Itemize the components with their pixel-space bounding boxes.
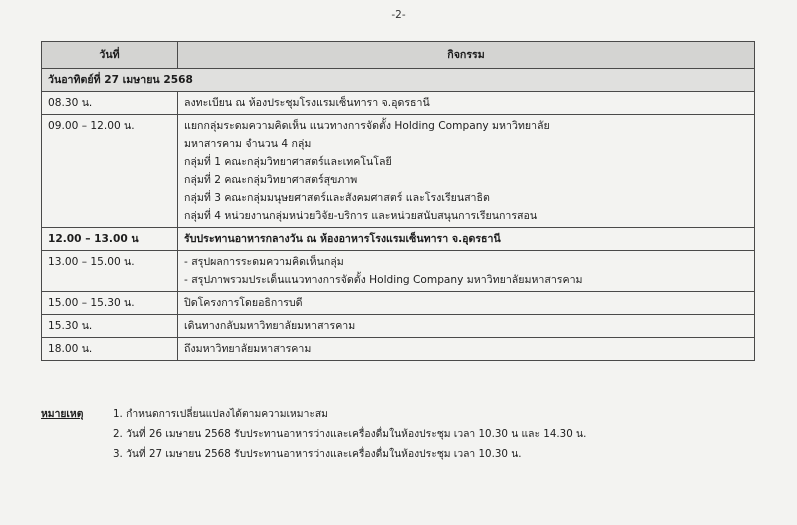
activity-cell xyxy=(178,92,755,115)
time-cell: 12.00 – 13.00 น xyxy=(42,228,178,251)
activity-cell xyxy=(178,115,755,228)
table-row xyxy=(42,315,755,338)
schedule-table xyxy=(41,41,755,361)
activity-line: รับประทานอาหารกลางวัน ณ ห้องอาหารโรงแรมเซ็นทารา จ.อุดรธานี xyxy=(184,233,501,245)
header-activity: กิจกรรม xyxy=(178,42,755,69)
activity-cell xyxy=(178,292,755,315)
time-cell: 13.00 – 15.00 น. xyxy=(42,251,178,292)
notes-title: หมายเหตุ xyxy=(41,408,84,420)
activity-cell xyxy=(178,338,755,361)
note-row xyxy=(41,424,586,444)
time-cell: 18.00 น. xyxy=(42,338,178,361)
time-cell: 15.30 น. xyxy=(42,315,178,338)
table-row xyxy=(42,292,755,315)
day-heading-row xyxy=(42,69,755,92)
activity-line: เดินทางกลับมหาวิทยาลัยมหาสารคาม xyxy=(184,320,356,332)
time-cell: 08.30 น. xyxy=(42,92,178,115)
header-date: วันที่ xyxy=(42,42,178,69)
page-number: -2- xyxy=(391,9,406,21)
activity-line: ปิดโครงการโดยอธิการบดี xyxy=(184,297,303,309)
note-item: 3. วันที่ 27 เมษายน 2568 รับประทานอาหารว่างและเครื่องดื่มในห้องประชุม เวลา 10.30 น. xyxy=(113,448,522,460)
activity-line: กลุ่มที่ 3 คณะกลุ่มมนุษยศาสตร์และสังคมศาสตร์ และโรงเรียนสาธิต xyxy=(184,192,490,204)
table-row xyxy=(42,228,755,251)
activity-line: - สรุปภาพรวมประเด็นแนวทางการจัดตั้ง Holding Company มหาวิทยาลัยมหาสารคาม xyxy=(184,274,583,286)
activity-line: มหาสารคาม จำนวน 4 กลุ่ม xyxy=(184,138,312,150)
activity-line: กลุ่มที่ 2 คณะกลุ่มวิทยาศาสตร์สุขภาพ xyxy=(184,174,358,186)
note-row xyxy=(41,444,586,464)
activity-cell xyxy=(178,315,755,338)
note-row xyxy=(41,404,586,424)
table-row xyxy=(42,338,755,361)
table-row xyxy=(42,92,755,115)
notes-section xyxy=(41,404,586,464)
activity-line: กลุ่มที่ 4 หน่วยงานกลุ่มหน่วยวิจัย-บริการ และหน่วยสนับสนุนการเรียนการสอน xyxy=(184,210,538,222)
activity-cell xyxy=(178,228,755,251)
time-cell: 15.00 – 15.30 น. xyxy=(42,292,178,315)
table-row xyxy=(42,115,755,228)
activity-line: - สรุปผลการระดมความคิดเห็นกลุ่ม xyxy=(184,256,344,268)
day-heading: วันอาทิตย์ที่ 27 เมษายน 2568 xyxy=(42,69,755,92)
activity-line: ลงทะเบียน ณ ห้องประชุมโรงแรมเซ็นทารา จ.อุดรธานี xyxy=(184,97,430,109)
activity-line: แยกกลุ่มระดมความคิดเห็น แนวทางการจัดตั้ง Holding Company มหาวิทยาลัย xyxy=(184,120,550,132)
activity-cell xyxy=(178,251,755,292)
time-cell: 09.00 – 12.00 น. xyxy=(42,115,178,228)
table-header-row xyxy=(42,42,755,69)
activity-line: ถึงมหาวิทยาลัยมหาสารคาม xyxy=(184,343,312,355)
table-row xyxy=(42,251,755,292)
activity-line: กลุ่มที่ 1 คณะกลุ่มวิทยาศาสตร์และเทคโนโลยี xyxy=(184,156,392,168)
note-item: 1. กำหนดการเปลี่ยนแปลงได้ตามความเหมาะสม xyxy=(113,408,328,420)
note-item: 2. วันที่ 26 เมษายน 2568 รับประทานอาหารว่างและเครื่องดื่มในห้องประชุม เวลา 10.30 น และ 14.30 น. xyxy=(113,428,587,440)
